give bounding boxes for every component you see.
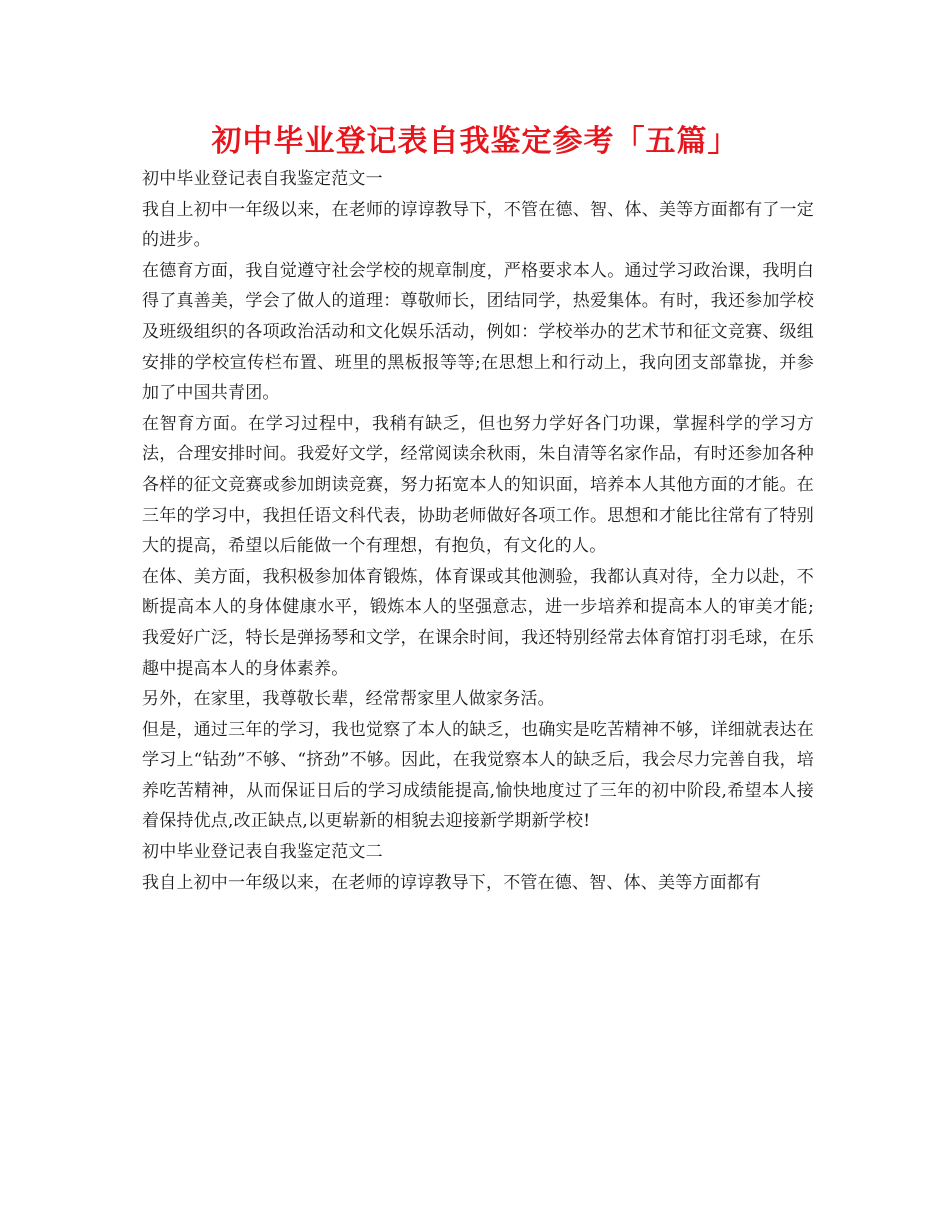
paragraph-shortcomings: 但是，通过三年的学习，我也觉察了本人的缺乏，也确实是吃苦精神不够，详细就表达在学习上“钻劲”不够、“挤劲”不够。因此，在我觉察本人的缺乏后，我会尽力完善自我，培养吃苦精神，从而保证日后的学习成绩能提高,愉快地度过了三年的初中阶段,希望本人接着保持优点,改正缺点,以更崭新的相貌去迎接新学期新学校!	[142, 719, 814, 832]
document-body	[142, 164, 814, 898]
section-heading-2: 初中毕业登记表自我鉴定范文二	[142, 842, 383, 863]
paragraph-home: 另外，在家里，我尊敬长辈，经常帮家里人做家务活。	[142, 689, 555, 710]
paragraph-moral-education: 在德育方面，我自觉遵守社会学校的规章制度，严格要求本人。通过学习政治课，我明白得了真善美，学会了做人的道理：尊敬师长，团结同学，热爱集体。有时，我还参加学校及班级组织的各项政治活动和文化娱乐活动，例如：学校举办的艺术节和征文竞赛、级组安排的学校宣传栏布置、班里的黑板报等等;在思想上和行动上，我向团支部靠拢，并参加了中国共青团。	[142, 260, 814, 404]
document-title: 初中毕业登记表自我鉴定参考「五篇」	[211, 124, 739, 159]
paragraph-physical-aesthetic: 在体、美方面，我积极参加体育锻炼，体育课或其他测验，我都认真对待，全力以赴，不断提高本人的身体健康水平，锻炼本人的坚强意志，进一步培养和提高本人的审美才能;我爱好广泛，特长是弹扬琴和文学，在课余时间，我还特别经常去体育馆打羽毛球，在乐趣中提高本人的身体素养。	[142, 566, 814, 679]
paragraph-intro: 我自上初中一年级以来，在老师的谆谆教导下，不管在德、智、体、美等方面都有了一定的进步。	[142, 199, 814, 251]
paragraph-intellectual-education: 在智育方面。在学习过程中，我稍有缺乏，但也努力学好各门功课，掌握科学的学习方法，合理安排时间。我爱好文学，经常阅读余秋雨，朱自清等名家作品，有时还参加各种各样的征文竞赛或参加朗读竞赛，努力拓宽本人的知识面，培养本人其他方面的才能。在三年的学习中，我担任语文科代表，协助老师做好各项工作。思想和才能比往常有了特别大的提高，希望以后能做一个有理想，有抱负，有文化的人。	[142, 413, 814, 557]
paragraph-intro-2: 我自上初中一年级以来，在老师的谆谆教导下，不管在德、智、体、美等方面都有	[142, 872, 762, 893]
section-heading-1: 初中毕业登记表自我鉴定范文一	[142, 169, 383, 189]
